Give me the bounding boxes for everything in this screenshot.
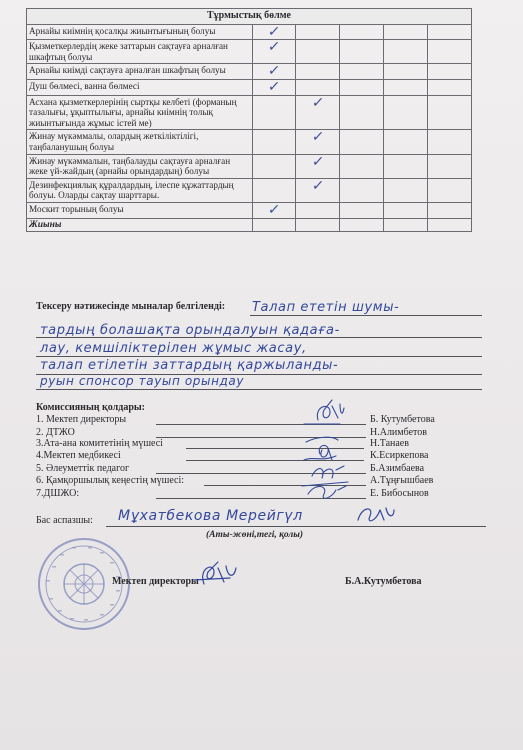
check-cell	[340, 24, 384, 40]
check-cell	[340, 178, 384, 202]
checkmark-icon: ✓	[310, 177, 325, 194]
check-cell	[384, 178, 428, 202]
director-label: Мектеп директоры	[112, 576, 199, 587]
checkmark-icon: ✓	[266, 78, 281, 95]
check-cell	[340, 130, 384, 154]
conclusion-rule	[36, 389, 482, 390]
member-role: 3.Ата-ана комитетінің мүшесі	[36, 438, 163, 449]
check-cell	[384, 79, 428, 95]
conclusion-rule	[36, 356, 482, 357]
table-row	[27, 95, 472, 130]
check-cell	[296, 202, 340, 218]
director-name: Б.А.Кутумбетова	[345, 576, 422, 587]
table-header-row	[27, 9, 472, 25]
check-cell	[428, 202, 472, 218]
criterion-label: Душ бөлмесі, ванна бөлмесі	[27, 79, 253, 95]
member-role: 4.Мектеп медбикесі	[36, 450, 121, 461]
checkmark-icon: ✓	[266, 63, 281, 80]
check-cell	[340, 202, 384, 218]
director-signature	[190, 560, 250, 596]
check-cell	[296, 130, 340, 154]
check-cell	[428, 79, 472, 95]
criterion-label: Москит торының болуы	[27, 202, 253, 218]
table-row	[27, 64, 472, 80]
commission-member-row	[36, 450, 476, 463]
check-cell	[252, 64, 296, 80]
check-cell	[384, 130, 428, 154]
check-cell	[296, 178, 340, 202]
check-cell	[296, 64, 340, 80]
check-cell	[340, 64, 384, 80]
check-cell	[252, 130, 296, 154]
check-cell	[252, 24, 296, 40]
check-cell	[384, 154, 428, 178]
check-cell	[428, 154, 472, 178]
checklist-table	[26, 8, 472, 232]
chef-signature	[354, 502, 398, 528]
check-cell	[340, 154, 384, 178]
handwritten-conclusion-line: руын спонсор тауып орындау	[40, 374, 245, 388]
check-cell	[252, 202, 296, 218]
criterion-label: Арнайы киімді сақтауға арналған шкафтың болуы	[27, 64, 253, 80]
check-cell	[384, 40, 428, 64]
criterion-label: Қызметкерлердің жеке заттарын сақтауға арналған шкафтың болуы	[27, 40, 253, 64]
check-cell	[384, 202, 428, 218]
check-cell	[428, 178, 472, 202]
table-row	[27, 202, 472, 218]
table-row	[27, 40, 472, 64]
signature-scribbles	[296, 398, 366, 508]
check-cell	[384, 95, 428, 130]
table-row	[27, 178, 472, 202]
commission-member-row	[36, 475, 476, 488]
check-cell	[252, 79, 296, 95]
check-cell	[428, 24, 472, 40]
commission-member-row	[36, 488, 476, 501]
check-cell	[296, 95, 340, 130]
member-role: 2. ДТЖО	[36, 427, 75, 438]
check-cell	[296, 79, 340, 95]
handwritten-conclusion-line: лау, кемшіліктерілен жұмыс жасау,	[40, 341, 307, 356]
checkmark-icon: ✓	[266, 23, 281, 40]
member-name: Б. Кутумбетова	[370, 414, 435, 425]
chef-signature-rule	[106, 526, 486, 527]
table-row	[27, 130, 472, 154]
commission-member-row	[36, 414, 476, 427]
criterion-label: Дезинфекциялық құралдардың, ілеспе құжаттардың болуы. Оларды сақтау шарттары.	[27, 178, 253, 202]
member-name: Е. Бибосынов	[370, 488, 429, 499]
table-row	[27, 24, 472, 40]
member-role: 1. Мектеп директоры	[36, 414, 127, 425]
handwritten-conclusion-line: тардың болашақта орындалуын қадаға-	[40, 323, 340, 338]
check-cell	[428, 64, 472, 80]
member-name: Н.Танаев	[370, 438, 409, 449]
commission-title: Комиссияның қолдары:	[36, 402, 146, 413]
criterion-label: Арнайы киімнің қосалқы жиынтығының болуы	[27, 24, 253, 40]
member-name: Б.Азимбаева	[370, 463, 425, 474]
table-footer-row	[27, 218, 472, 232]
criterion-label: Жинау мүкәммалы, олардың жеткіліктілігі, таңбаланушың болуы	[27, 130, 253, 154]
handwritten-conclusion-line: талап етілетін заттардың қаржыланды-	[40, 358, 339, 373]
conclusion-rule	[250, 315, 482, 316]
section-header: Тұрмыстық бөлме	[27, 9, 472, 25]
table-row	[27, 79, 472, 95]
check-cell	[252, 95, 296, 130]
check-cell	[296, 24, 340, 40]
criterion-label: Жинау мүкәммалын, таңбалауды сақтауға арналған жеке үй-жайдың (арнайы орындардың) болуы	[27, 154, 253, 178]
check-cell	[340, 40, 384, 64]
chef-label: Бас аспазшы:	[36, 515, 93, 526]
check-cell	[384, 24, 428, 40]
check-cell	[428, 40, 472, 64]
member-role: 5. Әлеуметтік педагог	[36, 463, 130, 474]
footer-section-label: Жиыны	[27, 218, 253, 232]
checkmark-icon: ✓	[310, 94, 325, 111]
member-role: 6. Қамқоршылық кеңестің мүшесі:	[36, 475, 185, 486]
check-cell	[340, 79, 384, 95]
table-row	[27, 154, 472, 178]
check-cell	[252, 40, 296, 64]
check-cell	[340, 95, 384, 130]
checkmark-icon: ✓	[310, 129, 325, 146]
check-cell	[296, 40, 340, 64]
check-cell	[384, 64, 428, 80]
check-cell	[428, 130, 472, 154]
check-cell	[428, 95, 472, 130]
handwritten-conclusion-line: Талап ететін шумы-	[252, 300, 400, 315]
member-name: Н.Алимбетов	[370, 427, 427, 438]
checkmark-icon: ✓	[266, 201, 281, 218]
check-cell	[252, 178, 296, 202]
member-name: А.Тұңғышбаев	[370, 475, 434, 486]
check-cell	[296, 154, 340, 178]
conclusion-label: Тексеру нәтижесінде мыналар белгіленді:	[36, 301, 226, 312]
chef-caption: (Аты-жөні,тегі, қолы)	[206, 530, 304, 540]
check-cell	[252, 154, 296, 178]
handwritten-chef-name: Мұхатбекова Мерейгүл	[118, 508, 303, 524]
criterion-label: Асхана қызметкерлерінің сыртқы келбеті (форманың тазалығы, ұқыптылығы, арнайы киімнің толық жиынтығында жұмыс істей ме)	[27, 95, 253, 130]
checkmark-icon: ✓	[266, 39, 281, 56]
member-role: 7.ДШЖО:	[36, 488, 80, 499]
member-name: К.Есиркепова	[370, 450, 429, 461]
checkmark-icon: ✓	[310, 153, 325, 170]
